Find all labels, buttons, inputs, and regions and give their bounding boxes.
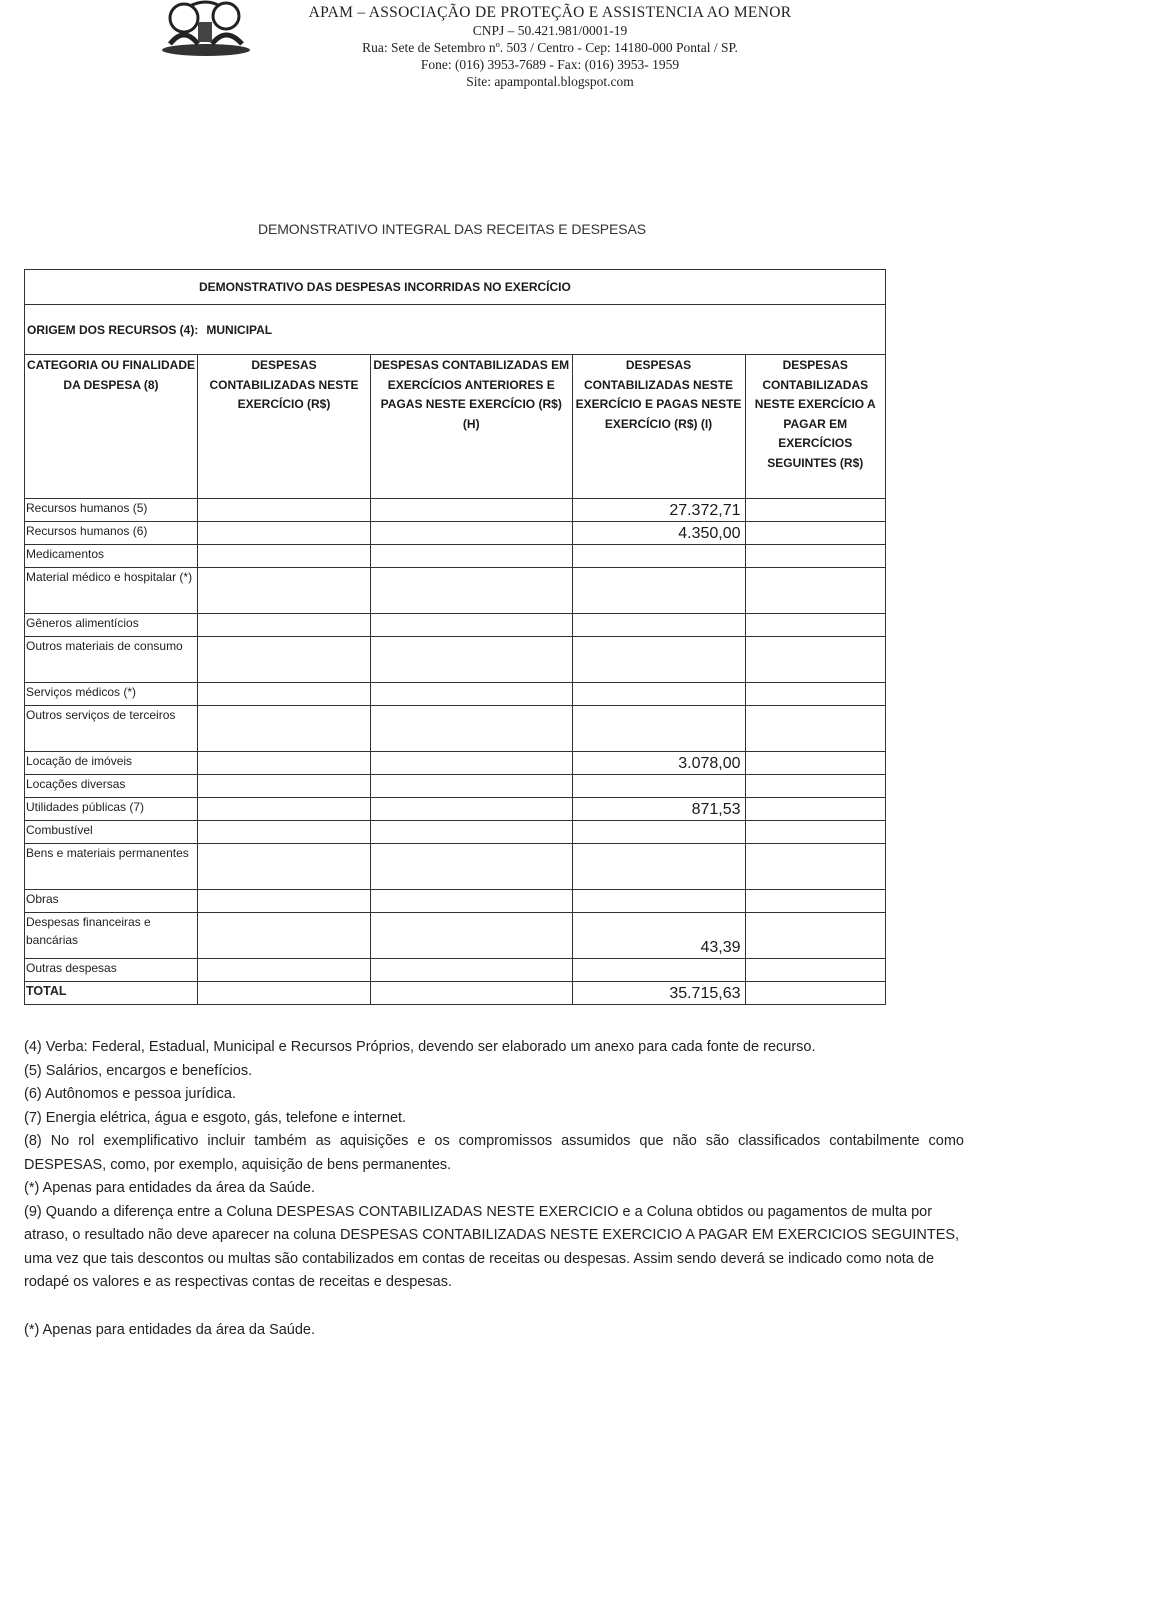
value-cell-a-pagar xyxy=(745,706,886,752)
value-cell-anteriores xyxy=(371,844,573,890)
value-cell-contab xyxy=(198,522,371,545)
table-row xyxy=(25,683,886,706)
value-cell-a-pagar xyxy=(745,890,886,913)
column-header-anteriores: DESPESAS CONTABILIZADAS EM EXERCÍCIOS ANTERIORES E PAGAS NESTE EXERCÍCIO (R$) (H) xyxy=(371,355,573,499)
value-cell-contab xyxy=(198,545,371,568)
value-cell-pagas: 27.372,71 xyxy=(572,499,745,522)
origin-value: MUNICIPAL xyxy=(206,322,273,337)
value-cell-anteriores xyxy=(371,752,573,775)
value-cell-anteriores xyxy=(371,890,573,913)
table-row xyxy=(25,499,886,522)
table-row xyxy=(25,959,886,982)
value-cell-a-pagar xyxy=(745,752,886,775)
value-cell-contab xyxy=(198,890,371,913)
value-cell-a-pagar xyxy=(745,637,886,683)
category-cell: Locações diversas xyxy=(25,775,198,798)
value-cell-pagas xyxy=(572,844,745,890)
value-cell-a-pagar xyxy=(745,913,886,959)
document-title: DEMONSTRATIVO INTEGRAL DAS RECEITAS E DESPESAS xyxy=(258,221,646,237)
value-cell-anteriores xyxy=(371,545,573,568)
value-cell-contab xyxy=(198,821,371,844)
value-cell-anteriores xyxy=(371,982,573,1005)
table-row xyxy=(25,913,886,959)
table-row xyxy=(25,752,886,775)
value-cell-pagas: 43,39 xyxy=(572,913,745,959)
value-cell-pagas xyxy=(572,890,745,913)
category-cell: Gêneros alimentícios xyxy=(25,614,198,637)
value-cell-a-pagar xyxy=(745,798,886,821)
address: Rua: Sete de Setembro nº. 503 / Centro - Cep: 14180-000 Pontal / SP. xyxy=(362,40,738,55)
value-cell-contab xyxy=(198,844,371,890)
value-cell-contab xyxy=(198,798,371,821)
value-cell-pagas xyxy=(572,683,745,706)
value-cell-contab xyxy=(198,752,371,775)
value-cell-a-pagar xyxy=(745,982,886,1005)
value-cell-contab xyxy=(198,706,371,752)
category-cell: Recursos humanos (5) xyxy=(25,499,198,522)
table-row xyxy=(25,821,886,844)
value-cell-pagas xyxy=(572,568,745,614)
website: Site: apampontal.blogspot.com xyxy=(466,74,634,89)
table-row xyxy=(25,568,886,614)
value-cell-a-pagar xyxy=(745,683,886,706)
footnote-8: (8) No rol exemplificativo incluir também as aquisições e os compromissos assumidos que não são classificados contabilmente como DESPESAS, como, por exemplo, aquisição de bens permanentes. xyxy=(24,1133,964,1173)
origin-label: ORIGEM DOS RECURSOS (4): xyxy=(27,322,199,337)
table-row xyxy=(25,890,886,913)
footnote-4: (4) Verba: Federal, Estadual, Municipal e Recursos Próprios, devendo ser elaborado um anexo para cada fonte de recurso. xyxy=(24,1039,816,1055)
table-row xyxy=(25,522,886,545)
value-cell-anteriores xyxy=(371,568,573,614)
table-row xyxy=(25,614,886,637)
value-cell-pagas xyxy=(572,775,745,798)
value-cell-anteriores xyxy=(371,499,573,522)
footnote-5: (5) Salários, encargos e benefícios. xyxy=(24,1062,253,1079)
expense-table xyxy=(24,269,886,1005)
value-cell-a-pagar xyxy=(745,844,886,890)
value-cell-anteriores xyxy=(371,683,573,706)
column-header-pagas: DESPESAS CONTABILIZADAS NESTE EXERCÍCIO E PAGAS NESTE EXERCÍCIO (R$) (I) xyxy=(572,355,745,499)
category-cell: Outras despesas xyxy=(25,959,198,982)
value-cell-pagas xyxy=(572,614,745,637)
value-cell-pagas xyxy=(572,821,745,844)
category-cell: Bens e materiais permanentes xyxy=(25,844,198,890)
value-cell-pagas: 871,53 xyxy=(572,798,745,821)
value-cell-a-pagar xyxy=(745,499,886,522)
value-cell-contab xyxy=(198,614,371,637)
category-cell: Combustível xyxy=(25,821,198,844)
total-row xyxy=(25,982,886,1005)
category-cell: Obras xyxy=(25,890,198,913)
cnpj: CNPJ – 50.421.981/0001-19 xyxy=(472,23,628,38)
table-row xyxy=(25,798,886,821)
value-cell-contab xyxy=(198,568,371,614)
organization-name: APAM – ASSOCIAÇÃO DE PROTEÇÃO E ASSISTENCIA AO MENOR xyxy=(308,4,792,21)
value-cell-anteriores xyxy=(371,614,573,637)
value-cell-pagas xyxy=(572,545,745,568)
apam-logo xyxy=(160,0,252,58)
category-cell: Recursos humanos (6) xyxy=(25,522,198,545)
value-cell-a-pagar xyxy=(745,775,886,798)
table-row xyxy=(25,844,886,890)
header-row xyxy=(25,355,886,499)
category-cell: Serviços médicos (*) xyxy=(25,683,198,706)
category-cell: TOTAL xyxy=(25,982,198,1005)
value-cell-a-pagar xyxy=(745,568,886,614)
value-cell-pagas xyxy=(572,637,745,683)
category-cell: Material médico e hospitalar (*) xyxy=(25,568,198,614)
footnote-6: (6) Autônomos e pessoa jurídica. xyxy=(24,1086,236,1102)
value-cell-pagas: 4.350,00 xyxy=(572,522,745,545)
category-cell: Locação de imóveis xyxy=(25,752,198,775)
footnote-health: (*) Apenas para entidades da área da Saúde. xyxy=(24,1180,316,1196)
column-header-a-pagar: DESPESAS CONTABILIZADAS NESTE EXERCÍCIO A PAGAR EM EXERCÍCIOS SEGUINTES (R$) xyxy=(745,355,886,499)
footnotes xyxy=(24,1036,964,1342)
category-cell: Medicamentos xyxy=(25,545,198,568)
table-banner: DEMONSTRATIVO DAS DESPESAS INCORRIDAS NO EXERCÍCIO xyxy=(25,270,886,305)
value-cell-contab xyxy=(198,499,371,522)
value-cell-contab xyxy=(198,637,371,683)
table-row xyxy=(25,775,886,798)
value-cell-pagas: 3.078,00 xyxy=(572,752,745,775)
value-cell-a-pagar xyxy=(745,522,886,545)
column-header-category: CATEGORIA OU FINALIDADE DA DESPESA (8) xyxy=(25,355,198,499)
value-cell-anteriores xyxy=(371,706,573,752)
value-cell-anteriores xyxy=(371,775,573,798)
category-cell: Despesas financeiras e bancárias xyxy=(25,913,198,959)
footnote-9: (9) Quando a diferença entre a Coluna DESPESAS CONTABILIZADAS NESTE EXERCICIO e a Coluna obtidos ou pagamentos de multa por atraso, o resultado não deve aparecer na coluna DESPESAS CONTABILIZADAS NESTE EXERCICIO A PAGAR EM EXERCICIOS SEGUINTES, uma vez que tais descontos ou multas são contabilizados em contas de receitas ou despesas. Assim sendo deverá se indicado como nota de rodapé os valores e as respectivas contas de receitas e despesas. xyxy=(24,1203,960,1290)
phone-fax: Fone: (016) 3953-7689 - Fax: (016) 3953- 1959 xyxy=(420,57,680,72)
value-cell-pagas xyxy=(572,706,745,752)
value-cell-pagas xyxy=(572,959,745,982)
value-cell-contab xyxy=(198,775,371,798)
value-cell-contab xyxy=(198,683,371,706)
value-cell-a-pagar xyxy=(745,614,886,637)
value-cell-pagas: 35.715,63 xyxy=(572,982,745,1005)
value-cell-a-pagar xyxy=(745,821,886,844)
value-cell-contab xyxy=(198,959,371,982)
column-header-contabilizadas: DESPESAS CONTABILIZADAS NESTE EXERCÍCIO (R$) xyxy=(198,355,371,499)
table-row xyxy=(25,637,886,683)
value-cell-anteriores xyxy=(371,637,573,683)
value-cell-contab xyxy=(198,982,371,1005)
category-cell: Utilidades públicas (7) xyxy=(25,798,198,821)
value-cell-anteriores xyxy=(371,522,573,545)
category-cell: Outros serviços de terceiros xyxy=(25,706,198,752)
value-cell-a-pagar xyxy=(745,545,886,568)
category-cell: Outros materiais de consumo xyxy=(25,637,198,683)
value-cell-contab xyxy=(198,913,371,959)
value-cell-a-pagar xyxy=(745,959,886,982)
table-row xyxy=(25,706,886,752)
footnote-7: (7) Energia elétrica, água e esgoto, gás, telefone e internet. xyxy=(24,1109,407,1126)
footnote-health-repeat: (*) Apenas para entidades da área da Saúde. xyxy=(24,1321,316,1338)
origin-row xyxy=(25,305,886,355)
value-cell-anteriores xyxy=(371,798,573,821)
value-cell-anteriores xyxy=(371,959,573,982)
table-row xyxy=(25,545,886,568)
value-cell-anteriores xyxy=(371,913,573,959)
value-cell-anteriores xyxy=(371,821,573,844)
letterhead xyxy=(290,4,810,90)
